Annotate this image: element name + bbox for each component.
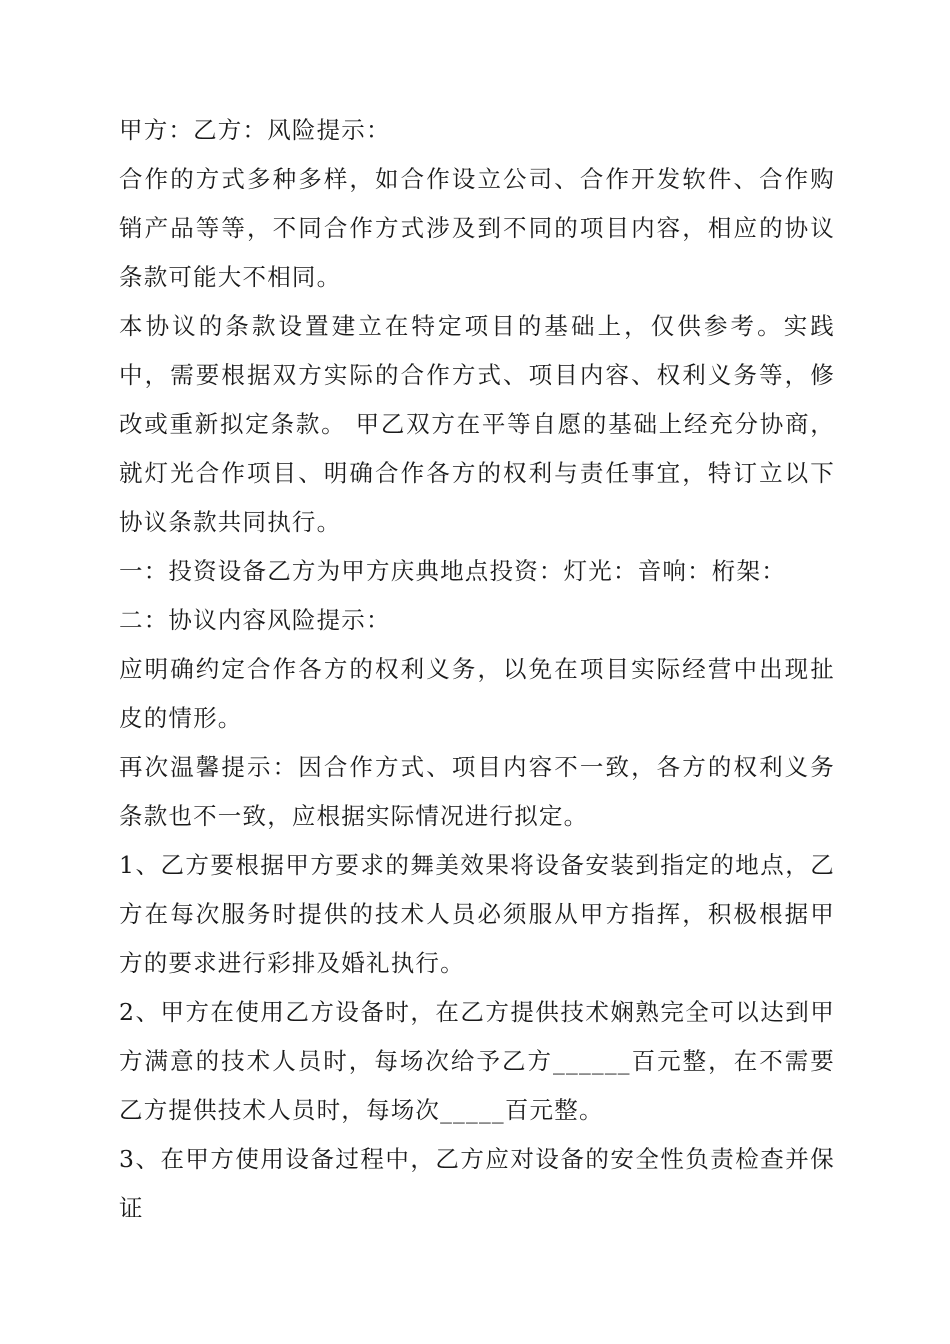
reminder-paragraph: 再次温馨提示：因合作方式、项目内容不一致，各方的权利义务条款也不一致，应根据实际情况进行拟定。 — [119, 753, 835, 830]
agreement-intro-paragraph: 本协议的条款设置建立在特定项目的基础上，仅供参考。实践中，需要根据双方实际的合作方式、项目内容、权利义务等，修改或重新拟定条款。 甲乙双方在平等自愿的基础上经充分协商，就灯光合作项目、明确合作各方的权利与责任事宜，特订立以下协议条款共同执行。 — [119, 312, 835, 536]
risk-note-paragraph: 合作的方式多种多样，如合作设立公司、合作开发软件、合作购销产品等等，不同合作方式涉及到不同的项目内容，相应的协议条款可能大不相同。 — [119, 165, 835, 291]
clause-2: 2、甲方在使用乙方设备时，在乙方提供技术娴熟完全可以达到甲方满意的技术人员时，每场次给予乙方______百元整，在不需要乙方提供技术人员时，每场次_____百元整。 — [119, 998, 835, 1124]
section-two-heading: 二：协议内容风险提示： — [119, 606, 391, 634]
document-body — [119, 106, 835, 1233]
clause-1: 1、乙方要根据甲方要求的舞美效果将设备安装到指定的地点，乙方在每次服务时提供的技术人员必须服从甲方指挥，积极根据甲方的要求进行彩排及婚礼执行。 — [119, 851, 835, 977]
parties-line: 甲方：乙方：风险提示： — [119, 116, 391, 144]
clause-3: 3、在甲方使用设备过程中，乙方应对设备的安全性负责检查并保证 — [119, 1145, 835, 1222]
section-one-heading: 一：投资设备乙方为甲方庆典地点投资：灯光：音响：桁架： — [119, 557, 786, 585]
rights-obligations-paragraph: 应明确约定合作各方的权利义务，以免在项目实际经营中出现扯皮的情形。 — [119, 655, 835, 732]
